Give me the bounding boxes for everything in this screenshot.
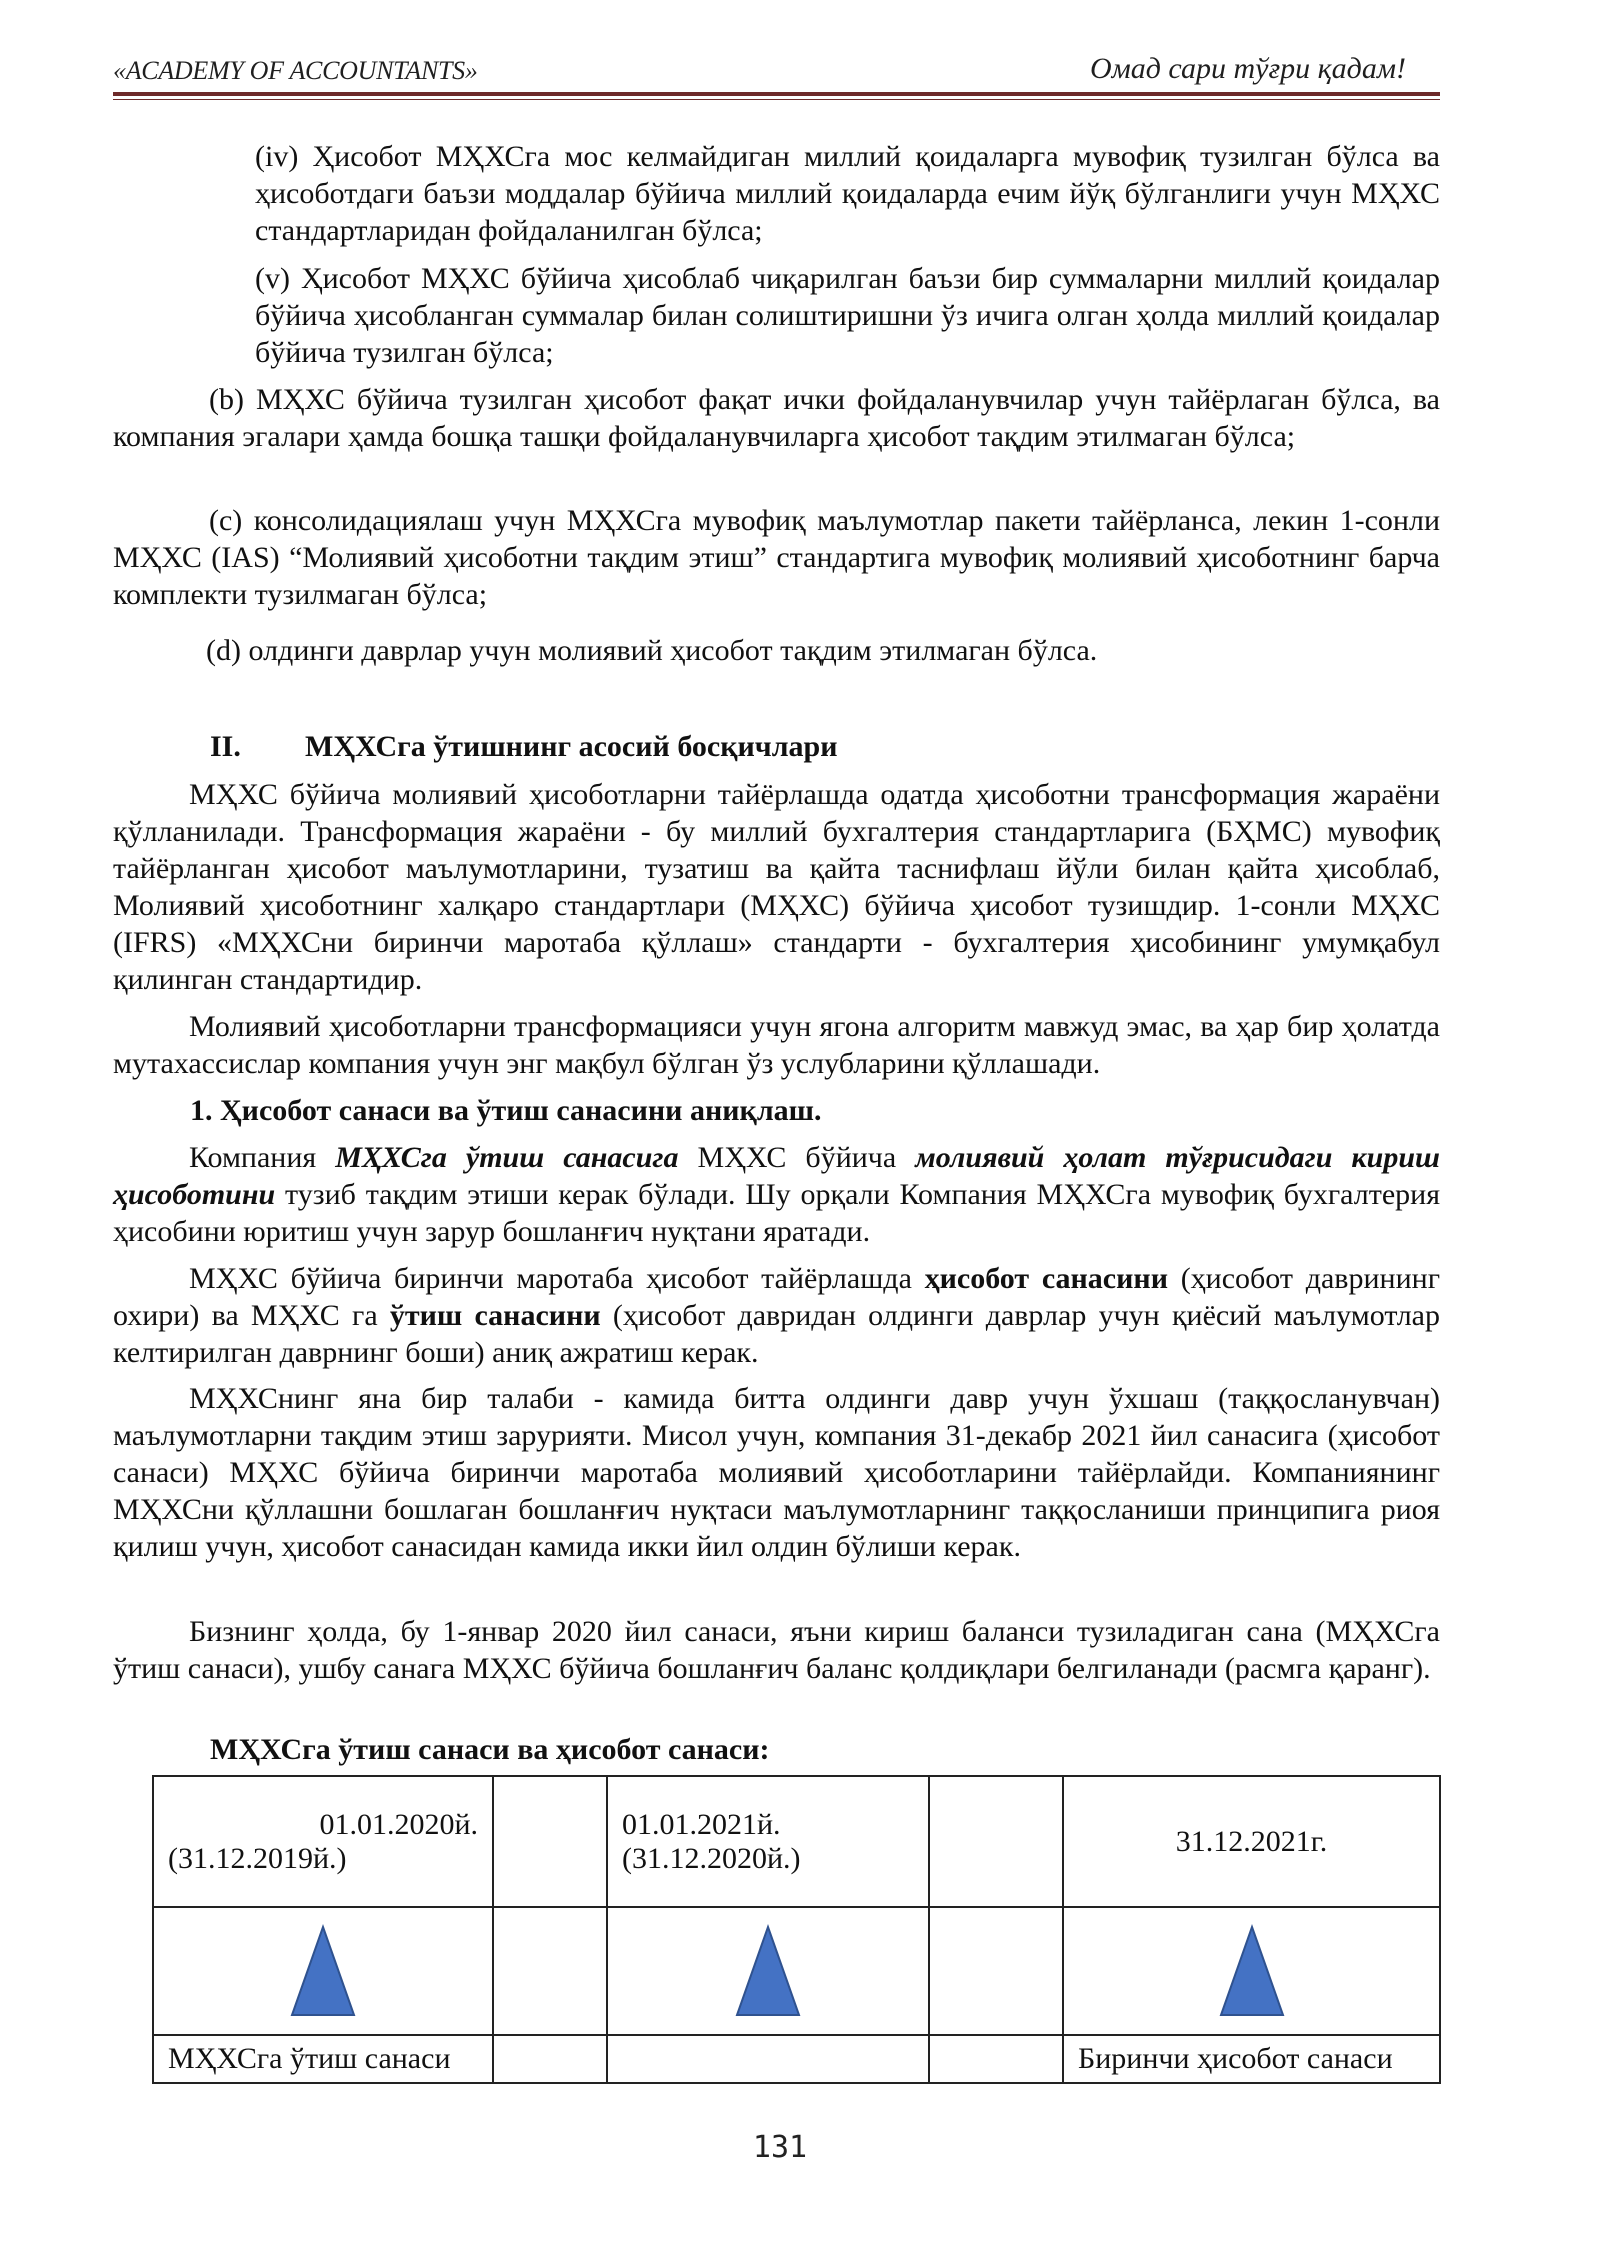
header-right-slogan: Омад сари тўғри қадам! — [1089, 52, 1406, 85]
list-item-b-text: (b) МҲХС бўйича тузилган ҳисобот фақат ички фойдаланувчилар учун тайёрлаган бўлса, ва компания эгалари ҳамда бошқа ташқи фойдаланувчиларга ҳисобот тақдим этилмаган бўлса; — [113, 383, 1440, 453]
section-number: II. — [210, 730, 241, 763]
empty-cell — [929, 1907, 1063, 2035]
step-1-p3-text: МҲХСнинг яна бир талаби - камида битта олдинги давр учун ўхшаш (таққосланувчан) маълумотларни тақдим этиш зарурияти. Мисол учун, компания 31-декабр 2021 йил санасига (ҳисобот санаси) МҲХС бўйича биринчи маротаба молиявий ҳисоботларини тайёрлайди. Компаниянинг МҲХСни қўллашни бошлаган бошланғич нуқтаси маълумотларнинг таққосланиши принципига риоя қилиш учун, ҳисобот санасидан камида икки йил олдин бўлиши керак. — [113, 1382, 1440, 1563]
step-1-paragraph-4 — [113, 1613, 1440, 1687]
page-number: 131 — [752, 2130, 808, 2165]
list-item-c-text: (c) консолидациялаш учун МҲХСга мувофиқ маълумотлар пакети тайёрланса, лекин 1-сонли МҲХС (IAS) “Молиявий ҳисоботни тақдим этиш” стандартига мувофиқ молиявий ҳисоботнинг барча комплекти тузилмаган бўлса; — [113, 504, 1440, 611]
date-cell-transition — [153, 1776, 493, 1907]
list-item-v-text: (v) Ҳисобот МҲХС бўйича ҳисоблаб чиқарилган баъзи бир суммаларни миллий қоидалар бўйича ҳисобланган суммалар билан солиштиришни ўз ичига олган ҳолда миллий қоидалар бўйича тузилган бўлса; — [255, 262, 1440, 369]
section-p2-text: Молиявий ҳисоботларни трансформацияси учун ягона алгоритм мавжуд эмас, ва ҳар бир ҳолатда мутахассислар компания учун энг мақбул бўлган ўз услубларини қўллашади. — [113, 1010, 1440, 1080]
step-1-p4-text: Бизнинг ҳолда, бу 1-январ 2020 йил санаси, яъни кириш баланси тузиладиган сана (МҲХСга ўтиш санаси), ушбу санага МҲХС бўйича бошланғич баланс қолдиқлари белгиланади (расмга қаранг). — [113, 1615, 1440, 1685]
label-first-reporting-date: Биринчи ҳисобот санаси — [1078, 2042, 1393, 2075]
empty-cell — [929, 1776, 1063, 1907]
triangle-marker-icon — [1217, 1923, 1287, 2019]
marker-cell — [153, 1907, 493, 2035]
label-transition-date: МҲХСга ўтиш санаси — [168, 2042, 451, 2075]
timeline-dates-row — [153, 1776, 1440, 1907]
empty-cell — [493, 2035, 607, 2083]
marker-cell — [607, 1907, 929, 2035]
step-1-heading: 1. Ҳисобот санаси ва ўтиш санасини аниқлаш. — [190, 1094, 822, 1127]
header-rule-thick — [113, 92, 1440, 96]
list-item-v — [255, 260, 1440, 371]
date-transition-line2: (31.12.2019й.) — [168, 1841, 347, 1875]
date-comparative-line1: 01.01.2021й. — [622, 1807, 781, 1841]
section-paragraph-2 — [113, 1008, 1440, 1082]
marker-cell — [1063, 1907, 1440, 2035]
step-1-paragraph-1: Компания МҲХСга ўтиш санасига МҲХС бўйича молиявий ҳолат тўғрисидаги кириш ҳисоботини тузиб тақдим этиши керак бўлади. Шу орқали Компания МҲХСга мувофиқ бухгалтерия ҳисобини юритиш учун зарур бошланғич нуқтани яратади. — [113, 1141, 1441, 1248]
list-item-iv-text: (iv) Ҳисобот МҲХСга мос келмайдиган миллий қоидаларга мувофиқ тузилган бўлса ва ҳисоботдаги баъзи моддалар бўйича миллий қоидаларда ечим йўқ бўлганлиги учун МҲХС стандартларидан фойдаланилган бўлса; — [255, 140, 1440, 247]
section-paragraph-1 — [113, 776, 1440, 998]
empty-cell — [929, 2035, 1063, 2083]
timeline-markers-row — [153, 1907, 1440, 2035]
date-reporting: 31.12.2021г. — [1175, 1824, 1328, 1858]
empty-cell — [607, 2035, 929, 2083]
label-cell-transition — [153, 2035, 493, 2083]
triangle-marker-icon — [733, 1923, 803, 2019]
step-1-paragraph-2: МҲХС бўйича биринчи маротаба ҳисобот тайёрлашда ҳисобот санасини (ҳисобот даврининг охири) ва МҲХС га ўтиш санасини (ҳисобот давридан олдинги даврлар учун қиёсий маълумотлар келтирилган даврнинг боши) аниқ ажратиш керак. — [113, 1262, 1440, 1369]
date-cell-comparative — [607, 1776, 929, 1907]
list-item-d — [113, 632, 1440, 669]
section-p1-text: МҲХС бўйича молиявий ҳисоботларни тайёрлашда одатда ҳисоботни трансформация жараёни қўлланилади. Трансформация жараёни - бу миллий бухгалтерия стандартларига (БҲМС) мувофиқ тайёрланган ҳисобот маълумотларини, тузатиш ва қайта таснифлаш йўли билан қайта ҳисоблаб, Молиявий ҳисоботнинг халқаро стандартлари (МҲХС) бўйича ҳисобот тузишдир. 1-сонли МҲХС (IFRS) «МҲХСни биринчи маротаба қўллаш» стандарти - бухгалтерия ҳисобининг умумқабул қилинган стандартидир. — [113, 778, 1440, 996]
list-item-d-text: (d) олдинги даврлар учун молиявий ҳисобот тақдим этилмаган бўлса. — [206, 634, 1098, 667]
header-left-title: «ACADEMY OF ACCOUNTANTS» — [113, 56, 478, 85]
timeline-table — [152, 1775, 1441, 2084]
list-item-iv — [255, 138, 1440, 249]
empty-cell — [493, 1776, 607, 1907]
step-1-paragraph-3 — [113, 1380, 1440, 1565]
empty-cell — [493, 1907, 607, 2035]
list-item-c — [113, 502, 1440, 613]
triangle-marker-icon — [288, 1923, 358, 2019]
date-comparative-line2: (31.12.2020й.) — [622, 1841, 801, 1875]
header-rule-thin — [113, 99, 1440, 100]
date-cell-reporting — [1063, 1776, 1440, 1907]
label-cell-reporting — [1063, 2035, 1440, 2083]
date-transition-line1: 01.01.2020й. — [319, 1807, 478, 1841]
timeline-labels-row — [153, 2035, 1440, 2083]
section-title: МҲХСга ўтишнинг асосий босқичлари — [305, 730, 838, 763]
list-item-b — [113, 381, 1440, 455]
running-header — [113, 50, 1440, 90]
figure-caption: МҲХСга ўтиш санаси ва ҳисобот санаси: — [210, 1733, 770, 1766]
